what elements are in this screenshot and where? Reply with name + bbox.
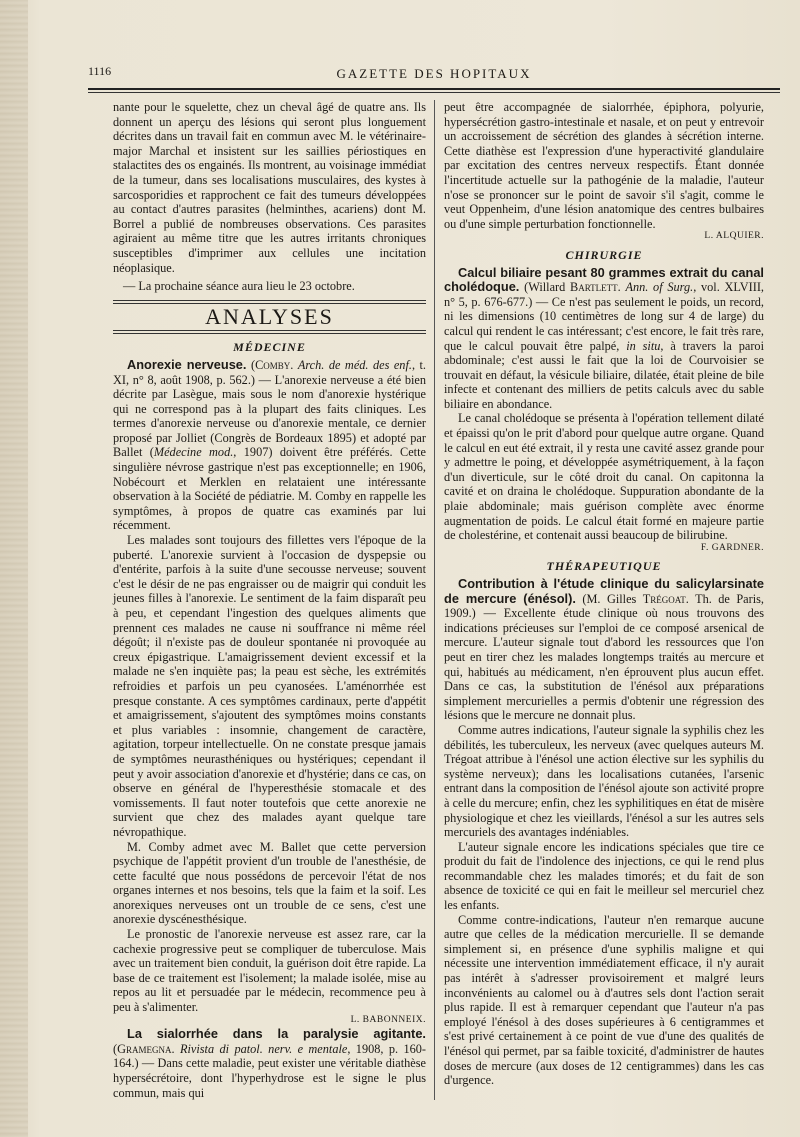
sialorrhee-text: — Dans cette maladie, peut exister une véritable diathèse hypersécrétoire, dont l'hyperhydrose est le signe le plus commun, mais qui xyxy=(113,1056,426,1100)
calcul-ref-author: Bartlett xyxy=(570,280,618,295)
enesol-paragraph-3: L'auteur signale encore les indications spéciales que tire ce produit du fait de l'indolence des injections, ce qui le rend plus recommandable chez les malades timorés; et du fait de son absence de toxicité ce qui en fait le meilleur sel mercuriel chez les enfants. xyxy=(444,839,764,913)
binding-edge xyxy=(0,0,28,1137)
anorexie-ref-rest: , t. XI, n° 8, août 1908, p. 562.) xyxy=(113,357,426,387)
page-header xyxy=(88,64,780,86)
intro-paragraph: nante pour le squelette, chez un cheval âgé de quatre ans. Ils donnent un aperçu des lésions qui seront plus longuement décrites dans un travail fait en commun avec M. le vétérinaire-major Marchal et insistent sur les saillies périostiques en stalactites des os engainés. Ils montrent, au voisinage immédiat de la tumeur, dans ses localisations musculaires, des kystes à sarcosporidies et rapprochent ce fait des tumeurs développées au contact d'autres parasites (helminthes, acariens) dont M. Borrel a publié de nombreuses observations. Ces parasites agiraient au même titre que les autres irritants chroniques susceptibles d'imprimer aux cellules une incitation néoplasique. xyxy=(113,100,426,275)
therapeutique-heading: THÉRAPEUTIQUE xyxy=(546,559,662,574)
calcul-signature: F. GARDNER. xyxy=(700,542,764,553)
enesol-p1-text: — Excellente étude clinique où nous trouvons des indications précieuses sur l'emploi de ce composé arsenical de mercure. L'auteur signale tout d'abord les ressources que l'on peut en tirer chez les malades longtemps traités au mercure et qui, habitués au médicament, n'en éprouvent plus aucun effet. Dans ce cas, la substitution de l'énésol aux préparations simplement mercurielles a permis d'obtenir une régression des lésions que le mercure ne donnait plus. xyxy=(444,606,764,723)
chirurgie-heading: CHIRURGIE xyxy=(565,247,643,262)
anorexie-ref-journal: Arch. de méd. des enf. xyxy=(297,357,412,372)
anorexie-paragraph-4: Le pronostic de l'anorexie nerveuse est assez rare, car la cachexie progressive peut se compliquer de tuberculose. Mais avec un traitement bien conduit, la guérison doit être rapide. La base de ce traitement est l'isolement; la malade isolée, mise au repos au lit et persuadée par le médecin, recommence peu à peu à s'alimenter. xyxy=(113,927,426,1015)
calcul-ref-journal: Ann. of Surg. xyxy=(625,280,694,295)
sialorrhee-title: La sialorrhée dans la paralysie agitante. xyxy=(127,1026,426,1042)
calcul-ref-rest: , vol. XLVIII, n° 5, p. 676-677.) xyxy=(444,280,765,309)
enesol-paragraph-4: Comme contre-indications, l'auteur n'en remarque aucune autre que celles de la médication mercurielle. Il se demande simplement si, en présence d'une syphilis maligne et qui nécessite une intervention immédiatement efficace, il n'y aurait pas intérêt à s'adresser provisoirement et malgré leurs inconvénients au calomel ou à d'autres sels dont l'action serait plus rapide. Il est à remarquer cependant que l'auteur n'a pas employé l'énésol à des doses supérieures à 6 centigrammes et s'est privé certainement à ce point de vue d'une des qualités de l'énésol qui permet, par sa faible toxicité, d'administrer de hautes doses de mercure (aux doses de 12 centigrammes) dans les cas d'urgence. xyxy=(444,912,764,1088)
journal-title: GAZETTE DES HOPITAUX xyxy=(336,66,532,81)
right-column xyxy=(444,100,764,1088)
header-rule xyxy=(88,88,780,90)
enesol-paragraph-1 xyxy=(444,577,764,723)
sialorrhee-continuation: peut être accompagnée de sialorrhée, épiphora, polyurie, hypersécrétion gastro-intestinale et nasale, et on peut y entrevoir un accroissement de sécrétion des glandes à sécrétion interne. Cette diathèse est l'expression d'une hyperactivité glandulaire par excitation des centres nerveux respectifs. Étant donnée l'incertitude actuelle sur la pathogénie de la maladie, l'auteur n'ose se prononcer sur le point de savoir s'il s'agit, comme le veut Oppenheim, d'une lésion anatomique des centres bulbaires ou d'une simple perturbation fonctionnelle. xyxy=(444,100,764,231)
sialorrhee-signature: L. ALQUIER. xyxy=(704,231,764,242)
sialorrhee-ref-author: Gramegna xyxy=(117,1041,172,1056)
anorexie-ref2: Médecine mod. xyxy=(153,445,234,460)
next-session-notice: — La prochaine séance aura lieu le 23 octobre. xyxy=(123,279,355,294)
anorexie-paragraph-3: M. Comby admet avec M. Ballet que cette perversion psychique de l'appétit provient d'un trouble de l'anesthésie, de cette faculté que nous possédons de percevoir l'état de nos organes internes et nos besoins, tels que la faim et la soif. Les anorexiques nerveuses ont un trouble de ce sens, c'est une anorexie dyscénesthésique. xyxy=(113,839,426,927)
left-column xyxy=(113,100,426,1100)
calcul-paragraph-2: Le canal cholédoque se présenta à l'opération tellement dilaté et épaissi qu'on le prit d'abord pour quelque autre organe. Quand le calcul en eut été extrait, il y resta une cavité assez grande pour y admettre le poing, et développée asymétriquement, à la façon d'un diverticule, sur le côté droit du canal. On capitonna la cavité et on draina le cholédoque. Suppuration abondante de la plaie abdominale; mais guérison complète avec énorme augmentation de poids. Le calcul était formé en majeure partie de cholestérine, et contenait aussi beaucoup de bilirubine. xyxy=(444,411,764,543)
anorexie-p1-text: — L'anorexie nerveuse a été bien décrite par Lasègue, mais sous le nom d'anorexie hystérique qui ne correspond pas à la plupart des faits cliniques. Les termes d'anorexie nerveuse ou d'anorexie mentale, ce dernier proposé par Jolliet (Congrès de Bordeaux 1895) et adopté par Ballet ( xyxy=(113,372,426,460)
enesol-ref-prefix: (M. Gilles xyxy=(582,591,643,606)
anorexie-paragraph-1: Anorexie nerveuse. (Comby. Arch. de méd. des enf., t. XI, n° 8, août 1908, p. 562.) — L'anorexie nerveuse a été bien décrite par Lasègue, mais sous le nom d'anorexie hystérique qui ne correspond pas à la plupart des faits cliniques. Les termes d'anorexie nerveuse ou d'anorexie mentale, ce dernier proposé par Jolliet (Congrès de Bordeaux 1895) et adopté par Ballet (Médecine mod., 1907) doivent être préférés. Cette singulière névrose gastrique n'est pas exceptionnelle; en 1906, Nobécourt et Merklen en relataient une intéressante observation à la Société de pédiatrie. M. Comby en rappelle les symptômes, à propos de quatre cas examinés par lui récemment. xyxy=(113,356,426,533)
header-rule-thin xyxy=(88,92,780,93)
anorexie-ref-author: Comby xyxy=(255,357,291,372)
analyses-heading: ANALYSES xyxy=(205,303,334,329)
column-divider xyxy=(434,100,435,1100)
anorexie-title: Anorexie nerveuse. xyxy=(127,356,247,372)
calcul-p1-text: — Ce n'est pas seulement le poids, un record, ni les dimensions (10 centimètres de long sur 4 de large) du calcul qui rendent le cas intéressant; c'est encore, le fait très rare, que le calcul pouvait être palpé, xyxy=(444,294,765,353)
calcul-title: Calcul biliaire pesant 80 grammes extrait du canal cholédoque. xyxy=(444,264,764,295)
enesol-title: Contribution à l'étude clinique du salicylarsinate de mercure (énésol). xyxy=(444,576,764,606)
anorexie-signature: L. BABONNEIX. xyxy=(350,1014,426,1025)
enesol-ref-author: Trégoat xyxy=(642,591,686,606)
enesol-ref-rest: . Th. de Paris, 1909.) xyxy=(444,591,765,621)
sialorrhee-ref-journal: Rivista di patol. nerv. e mentale xyxy=(179,1041,348,1056)
calcul-p1-end: , à travers la paroi abdominale; c'est aussi le fait que la loi de Courvoisier se trouvait en défaut, la vésicule biliaire, dilatée, était pleine de bile infecte et contenant des milliers de petits calculs avec du sable biliaire en abondance. xyxy=(444,338,764,411)
calcul-paragraph-1: Calcul biliaire pesant 80 grammes extrait du canal cholédoque. (Willard Bartlett. Ann. of Surg., vol. XLVIII, n° 5, p. 676-677.) — Ce n'est pas seulement le poids, un record, ni les dimensions (10 centimètres de long sur 4 de large) du calcul qui rendent le cas intéressant; c'est encore, le fait très rare, que le calcul pouvait être palpé, in situ, à travers la paroi abdominale; c'est aussi le fait que la loi de Courvoisier se trouvait en défaut, la vésicule biliaire, dilatée, était pleine de bile infecte et contenant des milliers de petits calculs avec du sable biliaire en abondance. xyxy=(444,264,765,411)
sialorrhee-ref-rest: , 1908, p. 160-164.) xyxy=(113,1041,426,1071)
calcul-in-situ: in situ xyxy=(626,338,661,353)
calcul-ref-prefix: (Willard xyxy=(524,280,570,295)
section-rule xyxy=(113,330,426,334)
anorexie-p1-end: , 1907) doivent être préférés. Cette singulière névrose gastrique n'est pas exceptionnelle; en 1906, Nobécourt et Merklen en relataient une intéressante observation à la Société de pédiatrie. M. Comby en rappelle les symptômes, à propos de quatre cas examinés par lui récemment. xyxy=(113,445,426,533)
enesol-paragraph-2: Comme autres indications, l'auteur signale la syphilis chez les débilités, les tuberculeux, les nerveux (avec quelques auteurs M. Trégoat attribue à l'énésol une action élective sur les syphilis du système nerveux); dans les localisations cutanées, l'arsenic entrant dans la composition de l'énésol ajoute son activité propre à celle du mercure; enfin, chez les syphilitiques en état de misère physiologique et chez les vieillards, l'énésol a sur les autres sels mercuriels des avantages indéniables. xyxy=(444,722,764,840)
anorexie-paragraph-2: Les malades sont toujours des fillettes vers l'époque de la puberté. L'anorexie survient à l'occasion de dyspepsie ou d'entérite, parfois à la suite d'une secousse nerveuse; souvent c'est le désir de ne pas engraisser ou de maigrir qui conduit les jeunes filles à l'anorexie. Le sentiment de la faim disparaît peu à peu, et cependant l'ingestion des quelques aliments que prennent ces malades ne cause ni souffrance ni même réel dégoût; il n'existe pas de douleur spontanée ni provoquée au creux épigastrique. L'amaigrissement devient excessif et la malade ne s'en inquiète pas; la peau est sèche, les extrémités refroidies et parfois un peu cyanosées. L'aménorrhée est presque constante. A ces symptômes cardinaux, perte d'appétit et amaigrissement, s'ajoutent des symptômes moins constants et plus variables : insomnie, changement de caractère, agitation, torpeur intellectuelle. On ne constate presque jamais de symptômes neurasthéniques ou hystériques; cependant il peut y avoir association d'anorexie et d'hystérie; dans ce cas, on observe en général de l'hyperesthésie stomacale et des vomissements. Il faut noter toutefois que cette anorexie ne survient que chez des malades ayant quelque tare névropathique. xyxy=(113,533,426,839)
page-number: 1116 xyxy=(88,64,112,78)
medecine-heading: MÉDECINE xyxy=(233,340,306,355)
sialorrhee-paragraph: La sialorrhée dans la paralysie agitante. (Gramegna. Rivista di patol. nerv. e mentale, 1908, p. 160-164.) — Dans cette maladie, peut exister une véritable diathèse hypersécrétoire, dont l'hyperhydrose est le signe le plus commun, mais qui xyxy=(113,1026,426,1100)
